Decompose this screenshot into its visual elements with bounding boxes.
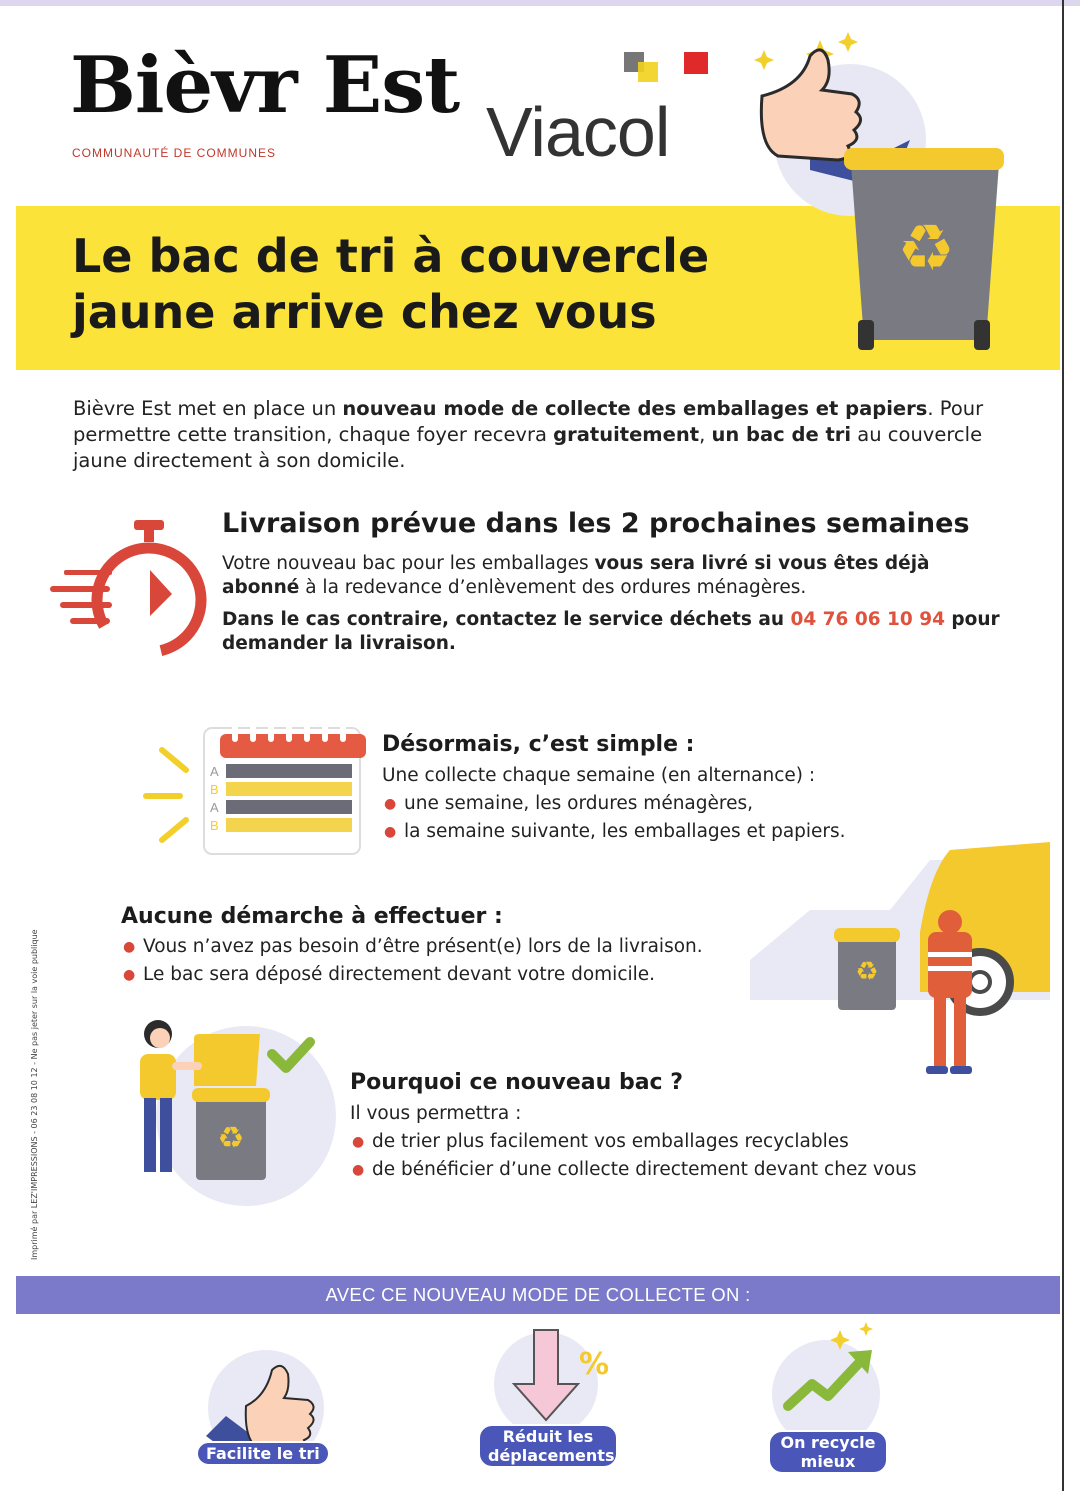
delivery-heading: Livraison prévue dans les 2 prochaines semaines xyxy=(222,508,970,539)
list-item: ● Vous n’avez pas besoin d’être présent(e) lors de la livraison. xyxy=(121,933,703,961)
intro-paragraph: Bièvre Est met en place un nouveau mode de collecte des emballages et papiers. Pour permettre cette transition, chaque foyer recevra gratuitement, un bac de tri au couvercle jaune directement à son domicile. xyxy=(73,397,984,472)
thumbs-up-bin-illustration xyxy=(740,20,1030,360)
benefit-reduit-deplacements: Réduit les déplacements xyxy=(478,1424,618,1468)
woman-bin-illustration xyxy=(96,1016,336,1186)
growth-arrow-icon xyxy=(768,1322,908,1442)
stopwatch-icon xyxy=(50,518,220,658)
list-item: ● une semaine, les ordures ménagères, xyxy=(382,790,846,818)
viacol-logo: Viacol xyxy=(486,93,670,171)
calendar-label-b1: B xyxy=(210,782,219,797)
benefits-banner-text: AVEC CE NOUVEAU MODE DE COLLECTE ON : xyxy=(325,1284,751,1305)
page-top-border xyxy=(0,0,1080,6)
calendar-label-a2: A xyxy=(210,800,219,815)
list-item: ● de bénéficier d’une collecte directement devant chez vous xyxy=(350,1156,917,1184)
calendar-label-a1: A xyxy=(210,764,219,779)
viacol-squares-icon xyxy=(624,48,714,88)
calendar-label-b2: B xyxy=(210,818,219,833)
list-item: ● de trier plus facilement vos emballages recyclables xyxy=(350,1128,917,1156)
no-action-body xyxy=(121,933,703,989)
page-title: Le bac de tri à couvercle jaune arrive chez vous xyxy=(72,229,710,339)
logo-subtitle: COMMUNAUTÉ DE COMMUNES xyxy=(72,146,276,160)
percent-sign: % xyxy=(578,1347,610,1382)
simple-body: Une collecte chaque semaine (en alternance) : ● une semaine, les ordures ménagères, ● la semaine suivante, les emballages et papiers. xyxy=(382,762,846,846)
benefit-recycle-mieux: On recycle mieux xyxy=(768,1430,888,1474)
delivery-worker-illustration xyxy=(750,840,1050,1080)
thumbs-up-icon xyxy=(196,1336,336,1456)
page-right-border xyxy=(1062,0,1064,1491)
svg-text:♻: ♻ xyxy=(217,1121,245,1156)
calendar-icon xyxy=(140,720,370,860)
delivery-text: Votre nouveau bac pour les emballages vous sera livré si vous êtes déjà abonné à la redevance d’enlèvement des ordures ménagères. xyxy=(222,553,930,598)
list-item: ● la semaine suivante, les emballages et papiers. xyxy=(382,818,846,846)
svg-text:♻: ♻ xyxy=(855,957,879,987)
bievre-est-logo: Bièvr Est xyxy=(70,40,460,131)
svg-text:♻: ♻ xyxy=(897,212,955,286)
why-heading: Pourquoi ce nouveau bac ? xyxy=(350,1070,684,1095)
no-action-heading: Aucune démarche à effectuer : xyxy=(121,904,503,929)
service-phone[interactable]: 04 76 06 10 94 xyxy=(790,609,945,630)
benefit-facilite-tri: Facilite le tri xyxy=(196,1441,330,1466)
delivery-contact: Dans le cas contraire, contactez le service déchets au 04 76 06 10 94 pour demander la livraison. xyxy=(222,609,1000,654)
list-item: ● Le bac sera déposé directement devant votre domicile. xyxy=(121,961,703,989)
simple-heading: Désormais, c’est simple : xyxy=(382,732,695,757)
why-body: Il vous permettra : ● de trier plus facilement vos emballages recyclables ● de bénéficier d’une collecte directement devant chez vous xyxy=(350,1100,917,1184)
printer-note: Imprimé par LEZ'IMPRESSIONS - 06 23 08 10 12 - Ne pas jeter sur la voie publique xyxy=(30,929,39,1260)
